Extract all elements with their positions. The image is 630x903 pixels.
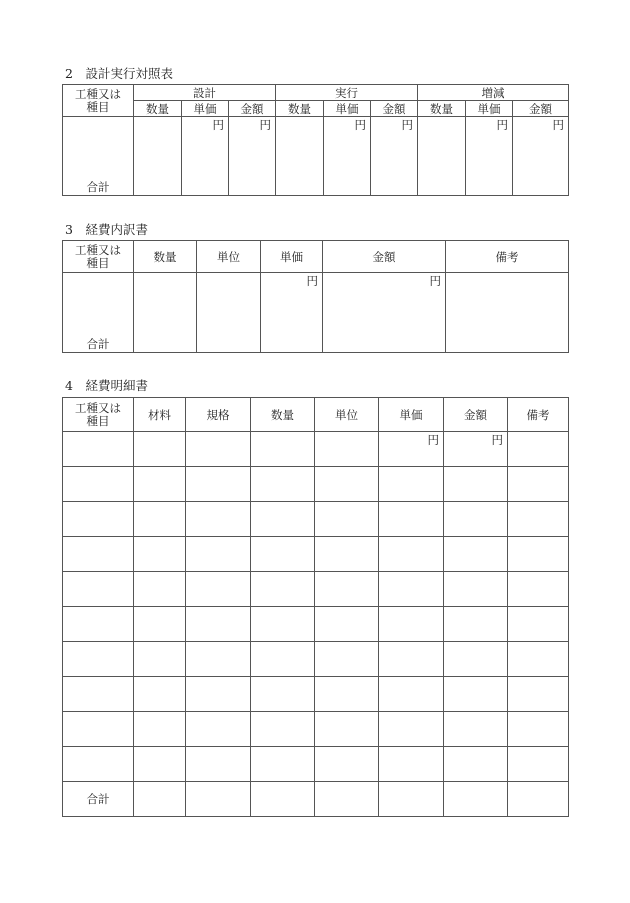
table-row bbox=[63, 117, 569, 196]
total-row bbox=[63, 782, 569, 817]
table-row bbox=[63, 432, 569, 467]
cell bbox=[186, 432, 251, 467]
total-label: 合計 bbox=[63, 117, 134, 196]
col-quantity: 数量 bbox=[418, 101, 466, 117]
col-remarks: 備考 bbox=[446, 241, 569, 273]
table-row bbox=[63, 502, 569, 537]
group-header-design: 設計 bbox=[134, 85, 276, 101]
table-row bbox=[63, 467, 569, 502]
comparison-table bbox=[62, 84, 569, 196]
row-header-line2: 種目 bbox=[86, 255, 110, 270]
row-header-cell bbox=[63, 398, 134, 432]
col-unit: 単位 bbox=[315, 398, 379, 432]
cell bbox=[63, 432, 134, 467]
row-header-line1: 工種又は bbox=[75, 400, 121, 415]
table-row bbox=[63, 677, 569, 712]
table-row bbox=[63, 273, 569, 353]
cell bbox=[134, 432, 186, 467]
total-label: 合計 bbox=[63, 273, 134, 353]
col-amount: 金額 bbox=[444, 398, 508, 432]
col-unit-price: 単価 bbox=[379, 398, 444, 432]
yen-unit: 円 bbox=[261, 273, 323, 353]
col-amount: 金額 bbox=[513, 101, 569, 117]
col-unit: 単位 bbox=[197, 241, 261, 273]
detail-table bbox=[62, 397, 569, 817]
col-spec: 規格 bbox=[186, 398, 251, 432]
cell bbox=[251, 432, 315, 467]
col-unit-price: 単価 bbox=[466, 101, 513, 117]
col-amount: 金額 bbox=[371, 101, 418, 117]
row-header-cell bbox=[63, 241, 134, 273]
cell bbox=[446, 273, 569, 353]
col-remarks: 備考 bbox=[508, 398, 569, 432]
section-title-breakdown: 3 経費内訳書 bbox=[65, 222, 148, 237]
col-quantity: 数量 bbox=[134, 101, 182, 117]
yen-unit: 円 bbox=[324, 117, 371, 196]
yen-unit: 円 bbox=[466, 117, 513, 196]
yen-unit: 円 bbox=[379, 432, 444, 467]
cell bbox=[315, 432, 379, 467]
cell bbox=[508, 432, 569, 467]
table-row bbox=[63, 712, 569, 747]
table-row bbox=[63, 747, 569, 782]
yen-unit: 円 bbox=[182, 117, 229, 196]
row-header-line2: 種目 bbox=[86, 99, 110, 114]
yen-unit: 円 bbox=[513, 117, 569, 196]
row-header-line2: 種目 bbox=[86, 413, 110, 428]
col-unit-price: 単価 bbox=[182, 101, 229, 117]
table-row bbox=[63, 642, 569, 677]
col-amount: 金額 bbox=[323, 241, 446, 273]
col-unit-price: 単価 bbox=[324, 101, 371, 117]
yen-unit: 円 bbox=[371, 117, 418, 196]
table-row bbox=[63, 537, 569, 572]
cell bbox=[134, 273, 197, 353]
col-unit-price: 単価 bbox=[261, 241, 323, 273]
col-quantity: 数量 bbox=[276, 101, 324, 117]
row-header-line1: 工種又は bbox=[75, 86, 121, 101]
row-header-line1: 工種又は bbox=[75, 242, 121, 257]
cell bbox=[134, 117, 182, 196]
col-material: 材料 bbox=[134, 398, 186, 432]
breakdown-table bbox=[62, 240, 569, 353]
cell bbox=[276, 117, 324, 196]
total-label: 合計 bbox=[63, 782, 134, 817]
table-row bbox=[63, 607, 569, 642]
section-title-detail: 4 経費明細書 bbox=[65, 378, 148, 393]
cell bbox=[418, 117, 466, 196]
yen-unit: 円 bbox=[323, 273, 446, 353]
row-header-cell bbox=[63, 85, 134, 117]
yen-unit: 円 bbox=[229, 117, 276, 196]
table-row bbox=[63, 572, 569, 607]
section-title-comparison: 2 設計実行対照表 bbox=[65, 66, 173, 81]
col-quantity: 数量 bbox=[134, 241, 197, 273]
col-amount: 金額 bbox=[229, 101, 276, 117]
yen-unit: 円 bbox=[444, 432, 508, 467]
cell bbox=[197, 273, 261, 353]
group-header-actual: 実行 bbox=[276, 85, 418, 101]
group-header-diff: 増減 bbox=[418, 85, 569, 101]
col-quantity: 数量 bbox=[251, 398, 315, 432]
